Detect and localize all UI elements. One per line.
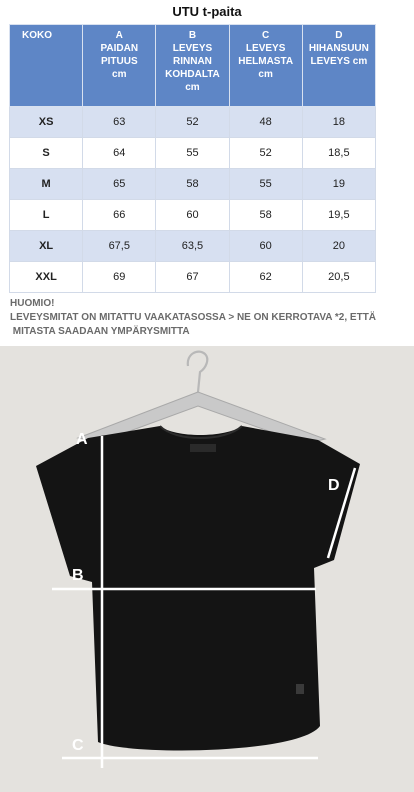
cell-d: 18 (302, 107, 375, 138)
header-size: KOKO (10, 25, 83, 107)
cell-b: 55 (156, 138, 229, 169)
cell-a: 66 (83, 200, 156, 231)
cell-c: 60 (229, 231, 302, 262)
cell-a: 63 (83, 107, 156, 138)
cell-c: 62 (229, 262, 302, 293)
cell-size: M (10, 169, 83, 200)
header-d: D HIHANSUUN LEVEYS cm (302, 25, 375, 107)
cell-b: 52 (156, 107, 229, 138)
label-b: B (72, 567, 84, 584)
header-a: A PAIDAN PITUUS cm (83, 25, 156, 107)
header-c: C LEVEYS HELMASTA cm (229, 25, 302, 107)
cell-a: 65 (83, 169, 156, 200)
cell-b: 63,5 (156, 231, 229, 262)
cell-b: 67 (156, 262, 229, 293)
table-row (10, 262, 376, 293)
label-a: A (76, 431, 88, 448)
cell-b: 58 (156, 169, 229, 200)
table-row (10, 231, 376, 262)
side-tag (296, 684, 304, 694)
table-row (10, 169, 376, 200)
cell-a: 64 (83, 138, 156, 169)
page-title: UTU t-paita (172, 4, 242, 19)
label-c: C (72, 737, 84, 754)
cell-size: XL (10, 231, 83, 262)
table-row (10, 138, 376, 169)
cell-c: 52 (229, 138, 302, 169)
cell-c: 48 (229, 107, 302, 138)
cell-size: L (10, 200, 83, 231)
measurement-note (10, 297, 410, 339)
cell-size: XXL (10, 262, 83, 293)
note-heading: HUOMIO! (10, 298, 55, 309)
cell-b: 60 (156, 200, 229, 231)
cell-c: 55 (229, 169, 302, 200)
label-d: D (328, 477, 340, 494)
table-row (10, 107, 376, 138)
table-header-row (10, 25, 376, 107)
cell-a: 69 (83, 262, 156, 293)
cell-d: 20 (302, 231, 375, 262)
header-b: B LEVEYS RINNAN KOHDALTA cm (156, 25, 229, 107)
cell-d: 19 (302, 169, 375, 200)
size-table (9, 24, 376, 293)
cell-c: 58 (229, 200, 302, 231)
shirt-measurement-photo (0, 346, 414, 792)
table-row (10, 200, 376, 231)
note-line-2: MITASTA SAADAAN YMPÄRYSMITTA (10, 326, 190, 337)
brand-label (190, 444, 216, 452)
cell-d: 19,5 (302, 200, 375, 231)
cell-size: S (10, 138, 83, 169)
cell-size: XS (10, 107, 83, 138)
cell-a: 67,5 (83, 231, 156, 262)
cell-d: 20,5 (302, 262, 375, 293)
cell-d: 18,5 (302, 138, 375, 169)
note-line-1: LEVEYSMITAT ON MITATTU VAAKATASOSSA > NE ON KERROTAVA *2, ETTÄ (10, 312, 377, 323)
